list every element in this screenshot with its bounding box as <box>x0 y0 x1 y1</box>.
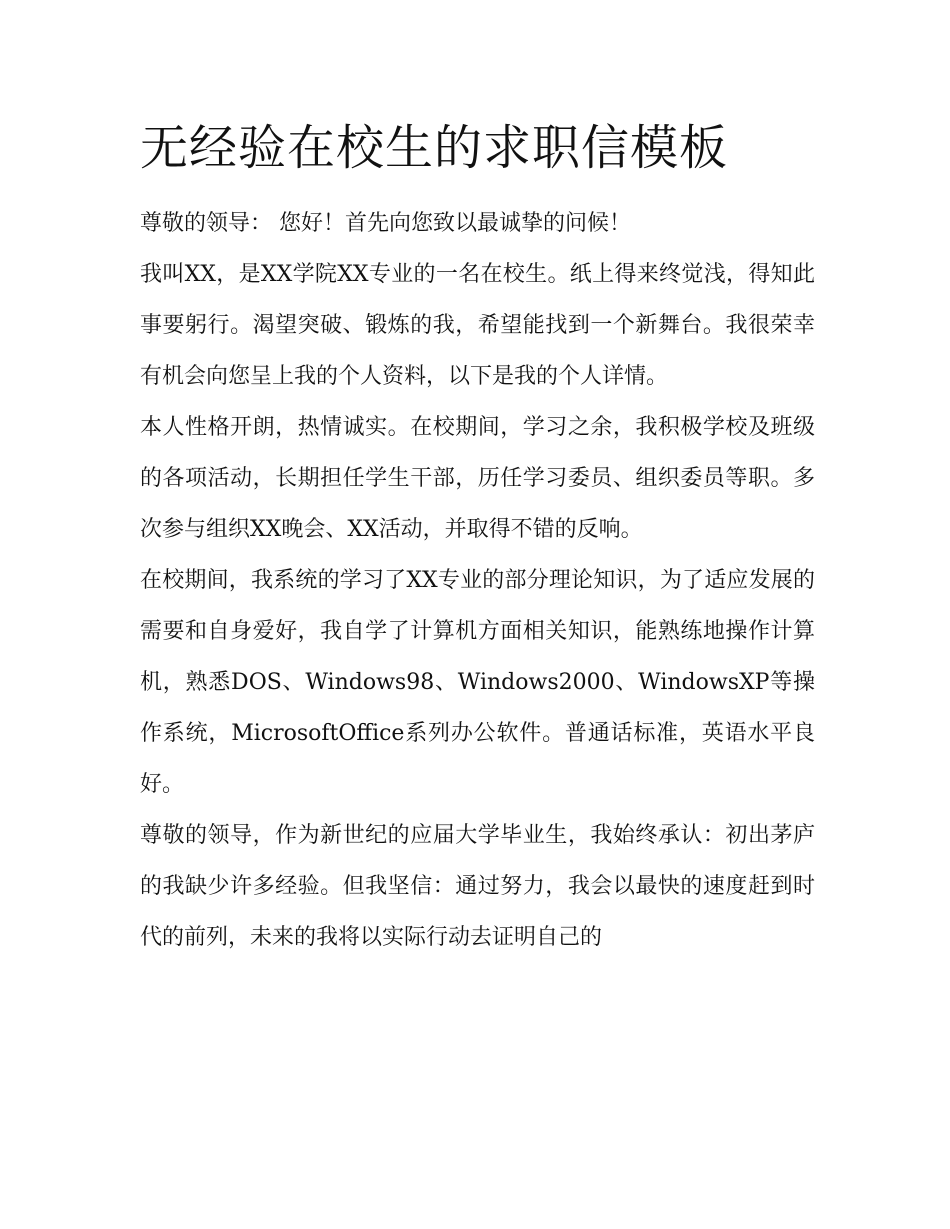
skills-paragraph: 在校期间，我系统的学习了XX专业的部分理论知识，为了适应发展的需要和自身爱好，我自学了计算机方面相关知识，能熟练地操作计算机，熟悉DOS、Windows98、Windows2000、WindowsXP等操作系统，MicrosoftOffice系列办公软件。普通话标准，英语水平良好。 <box>140 568 815 797</box>
document-title: 无经验在校生的求职信模板 <box>140 120 729 176</box>
introduction-paragraph: 我叫XX，是XX学院XX专业的一名在校生。纸上得来终觉浅，得知此事要躬行。渴望突破、锻炼的我，希望能找到一个新舞台。我很荣幸有机会向您呈上我的个人资料，以下是我的个人详情。 <box>140 262 815 389</box>
greeting-paragraph: 尊敬的领导： 您好！首先向您致以最诚挚的问候！ <box>140 211 631 236</box>
closing-paragraph: 尊敬的领导，作为新世纪的应届大学毕业生，我始终承认：初出茅庐的我缺少许多经验。但我坚信：通过努力，我会以最快的速度赶到时代的前列，未来的我将以实际行动去证明自己的 <box>140 823 815 950</box>
document-page <box>140 112 815 963</box>
personality-paragraph: 本人性格开朗，热情诚实。在校期间，学习之余，我积极学校及班级的各项活动，长期担任学生干部，历任学习委员、组织委员等职。多次参与组织XX晚会、XX活动，并取得不错的反响。 <box>140 415 815 542</box>
